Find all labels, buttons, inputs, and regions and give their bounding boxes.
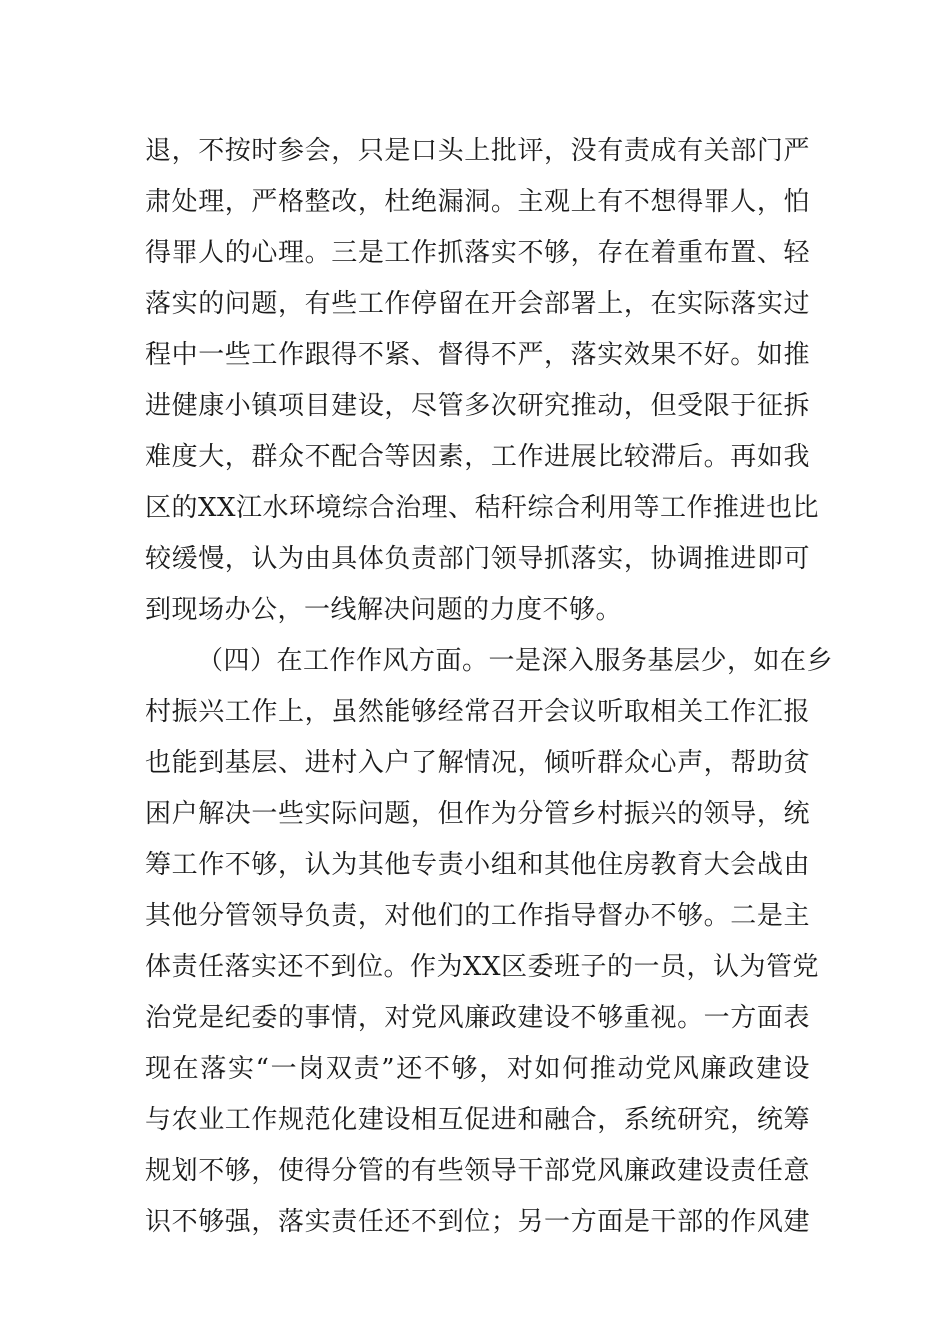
text-line: 村振兴工作上，虽然能够经常召开会议听取相关工作汇报	[145, 697, 810, 727]
text-line: 其他分管领导负责，对他们的工作指导督办不够。二是主	[145, 901, 810, 931]
text-line: 落实的问题，有些工作停留在开会部署上，在实际落实过	[145, 289, 810, 319]
text-line: 治党是纪委的事情，对党风廉政建设不够重视。一方面表	[145, 1003, 810, 1033]
text-line: 规划不够，使得分管的有些领导干部党风廉政建设责任意	[145, 1156, 810, 1186]
text-line: 现在落实“一岗双责”还不够，对如何推动党风廉政建设	[145, 1054, 810, 1084]
text-line: 肃处理，严格整改，杜绝漏洞。主观上有不想得罪人，怕	[145, 187, 810, 217]
text-line: 也能到基层、进村入户了解情况，倾听群众心声，帮助贫	[145, 748, 810, 778]
text-line: 体责任落实还不到位。作为XX区委班子的一员，认为管党	[145, 952, 820, 982]
text-line: 识不够强，落实责任还不到位；另一方面是干部的作风建	[145, 1207, 810, 1237]
paragraph-end-line: 到现场办公，一线解决问题的力度不够。	[145, 595, 623, 625]
text-line: 与农业工作规范化建设相互促进和融合，系统研究，统筹	[145, 1105, 810, 1135]
text-line: 区的XX江水环境综合治理、秸秆综合利用等工作推进也比	[145, 493, 820, 523]
text-line: 程中一些工作跟得不紧、督得不严，落实效果不好。如推	[145, 340, 810, 370]
text-line: 筹工作不够，认为其他专责小组和其他住房教育大会战由	[145, 850, 810, 880]
text-line: 退，不按时参会，只是口头上批评，没有责成有关部门严	[145, 136, 810, 166]
text-line: 进健康小镇项目建设，尽管多次研究推动，但受限于征拆	[145, 391, 810, 421]
text-line: 难度大，群众不配合等因素，工作进展比较滞后。再如我	[145, 442, 810, 472]
body-text	[145, 126, 834, 1248]
text-line: 困户解决一些实际问题，但作为分管乡村振兴的领导，统	[145, 799, 810, 829]
section-heading-line: （四）在工作作风方面。一是深入服务基层少，如在乡	[197, 646, 834, 676]
text-line: 较缓慢，认为由具体负责部门领导抓落实，协调推进即可	[145, 544, 810, 574]
text-line: 得罪人的心理。三是工作抓落实不够，存在着重布置、轻	[145, 238, 810, 268]
